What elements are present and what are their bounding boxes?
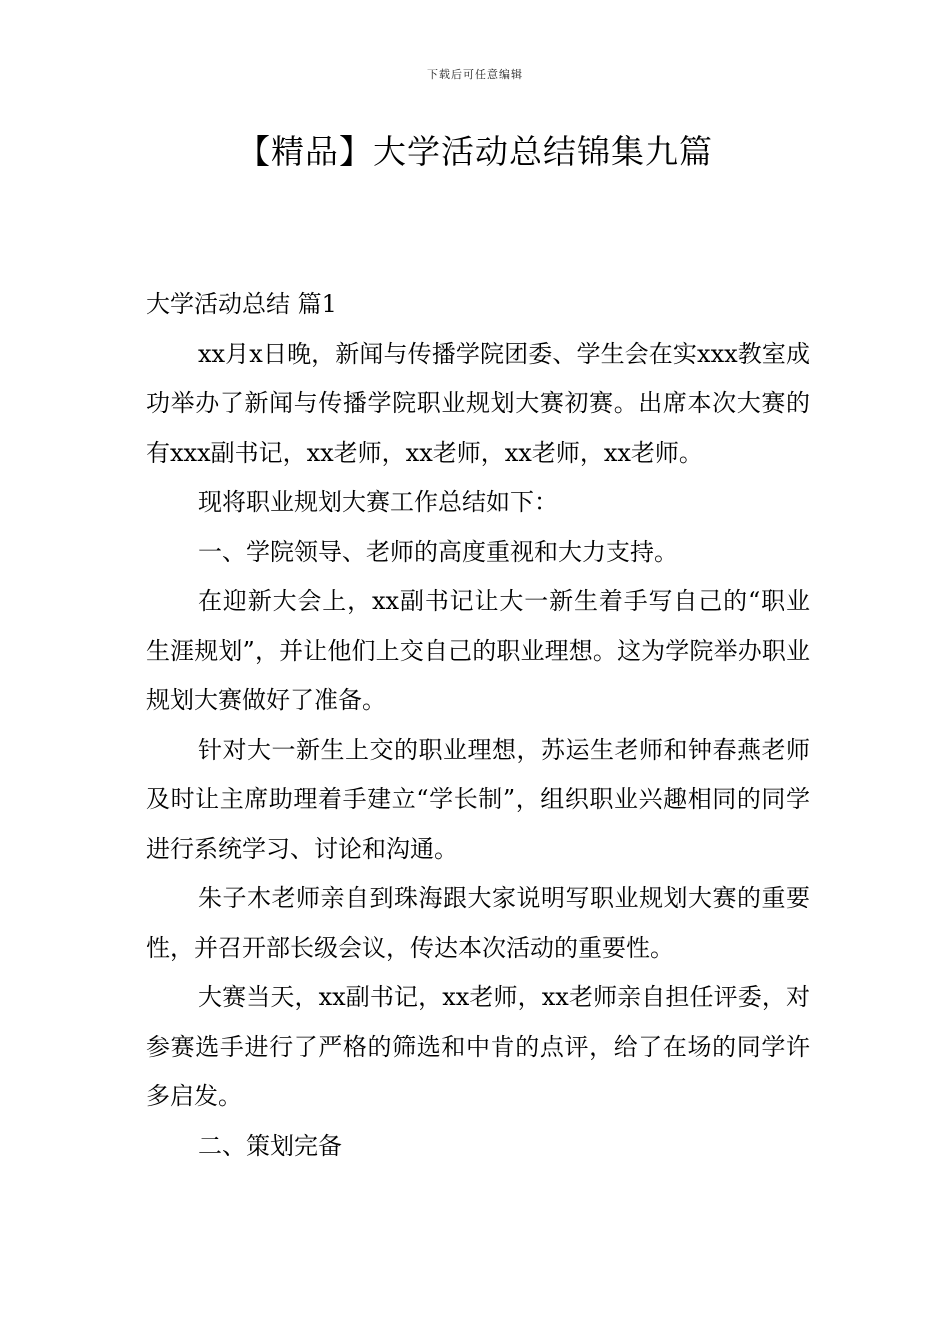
paragraph-5: 针对大一新生上交的职业理想，苏运生老师和钟春燕老师及时让主席助理着手建立“学长制”，组织职业兴趣相同的同学进行系统学习、讨论和沟通。 xyxy=(146,735,810,863)
paragraph-1: xx月x日晚，新闻与传播学院团委、学生会在实xxx教室成功举办了新闻与传播学院职业规划大赛初赛。出席本次大赛的有xxx副书记，xx老师，xx老师，xx老师，xx老师。 xyxy=(146,339,810,467)
paragraph-4: 在迎新大会上，xx副书记让大一新生着手写自己的“职业生涯规划”，并让他们上交自己的职业理想。这为学院举办职业规划大赛做好了准备。 xyxy=(146,587,810,714)
paragraph-2: 现将职业规划大赛工作总结如下： xyxy=(198,488,558,516)
paragraph-8: 二、策划完备 xyxy=(198,1131,342,1160)
document-body xyxy=(146,280,810,1171)
paragraph-3: 一、学院领导、老师的高度重视和大力支持。 xyxy=(198,537,678,566)
page-header-note: 下载后可任意编辑 xyxy=(427,68,523,81)
section-heading: 大学活动总结 篇1 xyxy=(146,290,337,318)
paragraph-7: 大赛当天，xx副书记，xx老师，xx老师亲自担任评委，对参赛选手进行了严格的筛选和中肯的点评，给了在场的同学许多启发。 xyxy=(146,983,810,1110)
paragraph-6: 朱子木老师亲自到珠海跟大家说明写职业规划大赛的重要性，并召开部长级会议，传达本次活动的重要性。 xyxy=(146,884,810,962)
document-title: 【精品】大学活动总结锦集九篇 xyxy=(237,132,713,171)
